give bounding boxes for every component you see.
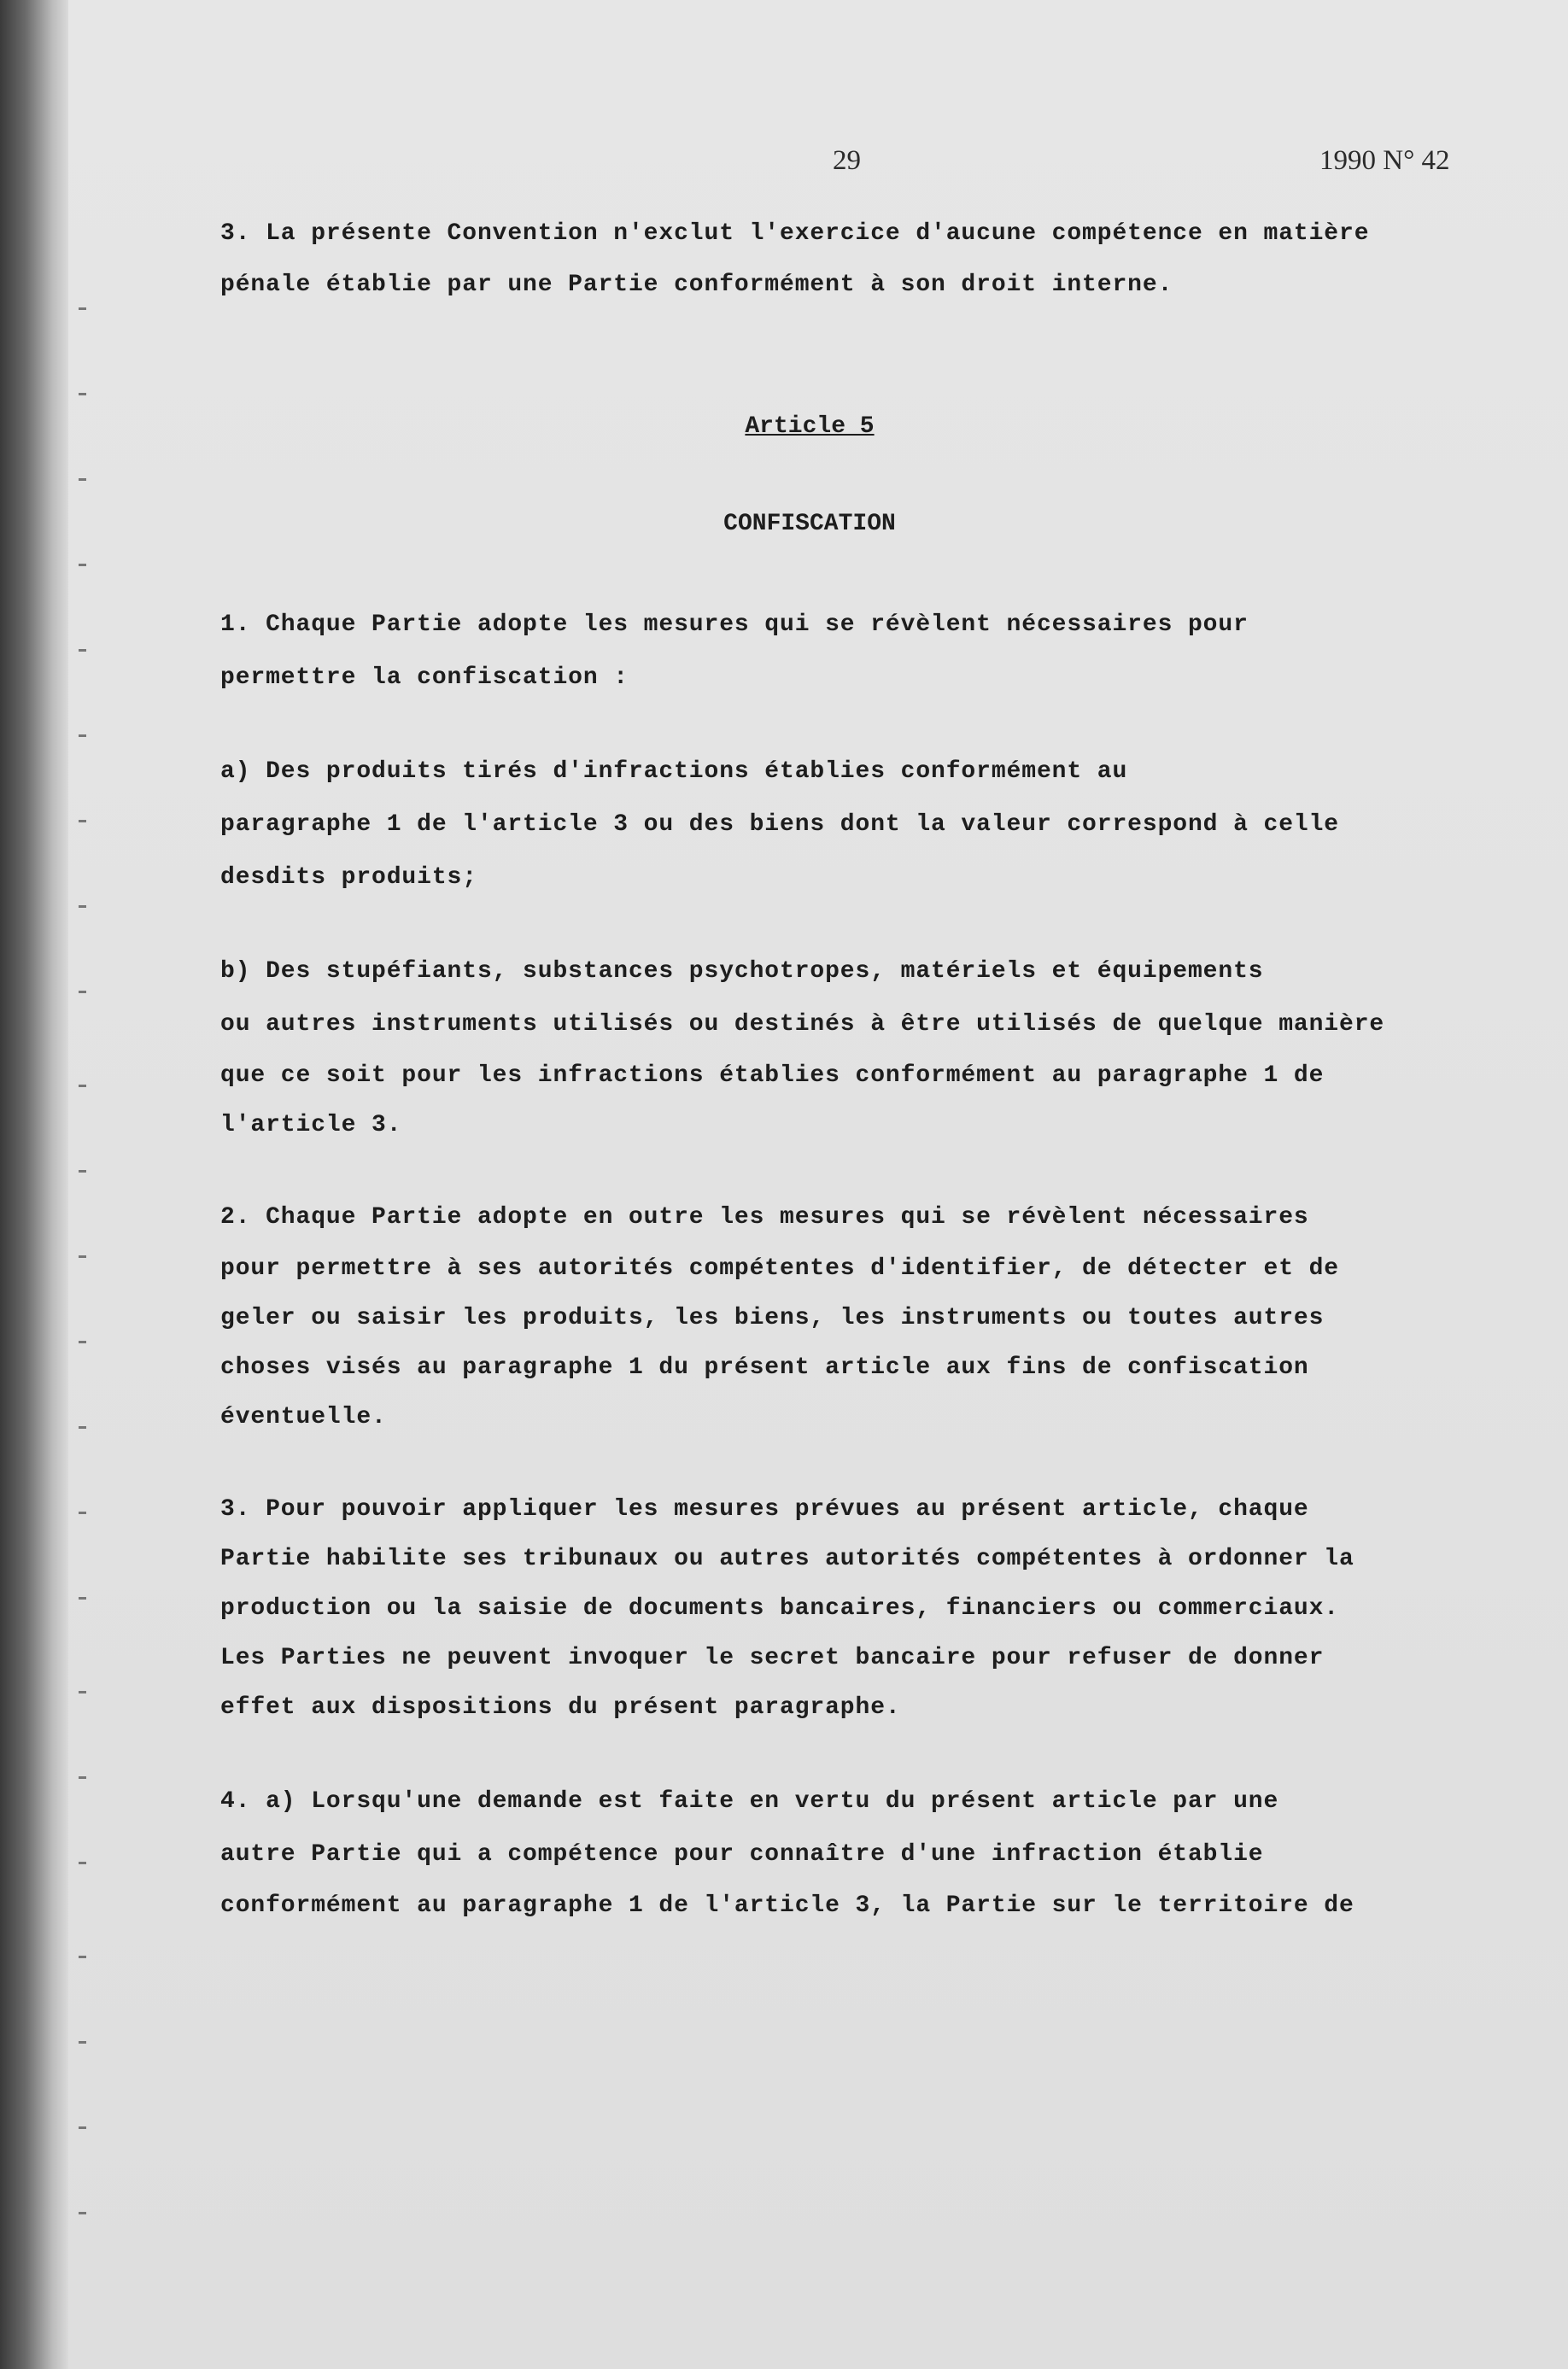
margin-mark xyxy=(79,905,86,908)
margin-mark xyxy=(79,1776,86,1779)
margin-mark xyxy=(79,1862,86,1864)
paragraph-line: a) Des produits tirés d'infractions établies conformément au xyxy=(220,758,1128,785)
margin-mark xyxy=(79,1426,86,1429)
paragraph-line: 1. Chaque Partie adopte les mesures qui se révèlent nécessaires pour xyxy=(220,611,1249,638)
paragraph-line: paragraphe 1 de l'article 3 ou des biens dont la valeur correspond à celle xyxy=(220,811,1340,838)
paragraph-line: éventuelle. xyxy=(220,1404,387,1430)
paragraph-line: 3. Pour pouvoir appliquer les mesures prévues au présent article, chaque xyxy=(220,1496,1309,1523)
document-page xyxy=(68,0,1568,2369)
paragraph-line: 4. a) Lorsqu'une demande est faite en vertu du présent article par une xyxy=(220,1788,1279,1815)
margin-mark xyxy=(79,1691,86,1693)
page-number: 29 xyxy=(833,145,861,176)
paragraph-line: Partie habilite ses tribunaux ou autres autorités compétentes à ordonner la xyxy=(220,1546,1354,1572)
paragraph-line: desdits produits; xyxy=(220,864,477,891)
paragraph-line: ou autres instruments utilisés ou destinés à être utilisés de quelque manière xyxy=(220,1011,1385,1038)
margin-mark xyxy=(79,2212,86,2214)
paragraph-line: que ce soit pour les infractions établies conformément au paragraphe 1 de xyxy=(220,1062,1325,1089)
paragraph-line: choses visés au paragraphe 1 du présent article aux fins de confiscation xyxy=(220,1354,1309,1381)
paragraph-line: pour permettre à ses autorités compétentes d'identifier, de détecter et de xyxy=(220,1255,1340,1282)
margin-mark xyxy=(79,1597,86,1600)
paragraph-line: autre Partie qui a compétence pour connaître d'une infraction établie xyxy=(220,1841,1264,1868)
margin-mark xyxy=(79,564,86,566)
margin-mark xyxy=(79,991,86,993)
paragraph-line: production ou la saisie de documents bancaires, financiers ou commerciaux. xyxy=(220,1595,1340,1622)
scan-binding-edge xyxy=(0,0,68,2369)
paragraph-line: b) Des stupéfiants, substances psychotropes, matériels et équipements xyxy=(220,958,1264,985)
paragraph-line: 3. La présente Convention n'exclut l'exercice d'aucune compétence en matière xyxy=(220,220,1370,247)
margin-mark xyxy=(79,2126,86,2129)
margin-mark xyxy=(79,393,86,395)
article-heading: Article 5 xyxy=(745,413,875,440)
margin-mark xyxy=(79,1085,86,1087)
year-and-number: 1990 N° 42 xyxy=(1319,145,1450,176)
margin-mark xyxy=(79,649,86,652)
margin-mark xyxy=(79,1512,86,1514)
paragraph-line: permettre la confiscation : xyxy=(220,664,629,691)
margin-mark xyxy=(79,1255,86,1258)
paragraph-line: geler ou saisir les produits, les biens, les instruments ou toutes autres xyxy=(220,1305,1325,1331)
margin-mark xyxy=(79,1956,86,1958)
margin-mark xyxy=(79,2041,86,2044)
paragraph-line: 2. Chaque Partie adopte en outre les mesures qui se révèlent nécessaires xyxy=(220,1204,1309,1231)
margin-mark xyxy=(79,478,86,481)
margin-mark xyxy=(79,307,86,310)
paragraph-line: Les Parties ne peuvent invoquer le secret bancaire pour refuser de donner xyxy=(220,1645,1325,1671)
paragraph-line: l'article 3. xyxy=(220,1112,402,1138)
margin-mark xyxy=(79,734,86,737)
paragraph-line: effet aux dispositions du présent paragraphe. xyxy=(220,1694,901,1721)
margin-mark xyxy=(79,1170,86,1173)
paragraph-line: pénale établie par une Partie conformément à son droit interne. xyxy=(220,272,1173,298)
article-title: CONFISCATION xyxy=(723,511,896,537)
paragraph-line: conformément au paragraphe 1 de l'article 3, la Partie sur le territoire de xyxy=(220,1892,1354,1919)
margin-mark xyxy=(79,1341,86,1343)
margin-mark xyxy=(79,820,86,822)
